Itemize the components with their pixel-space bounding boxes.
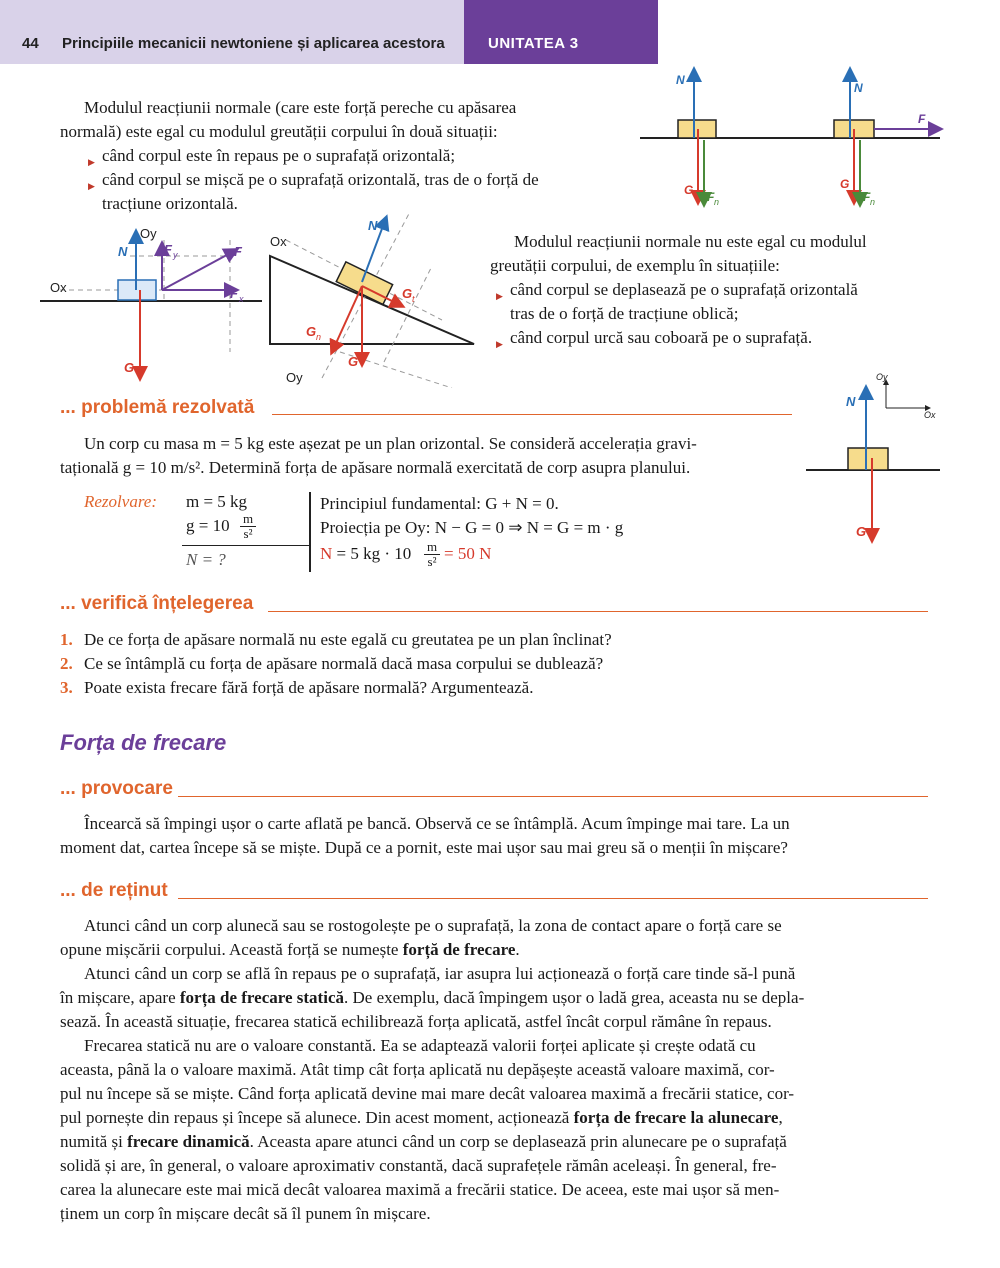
p3-line7: carea la alunecare este mai mică decât valoarea maximă a frecării statice. De aceea, este mai ușor să men- <box>60 1180 780 1199</box>
Fy-label: F <box>164 242 172 257</box>
Gn-label: G <box>306 324 317 339</box>
Fn-label: F <box>707 190 715 204</box>
p2-line2: în mișcare, apare forța de frecare statică. De exemplu, dacă împingem ușor o ladă grea, aceasta nu se depla- <box>60 988 805 1007</box>
verify-rule <box>268 611 928 612</box>
G-label: G <box>856 524 867 539</box>
given-rule <box>182 545 310 546</box>
p3-line1: Frecarea statică nu are o valoare constantă. Ea se adaptează valorii forței aplicate și crește odată cu <box>84 1036 756 1055</box>
horizontal-force-diagrams <box>636 64 956 214</box>
challenge-line1: Încearcă să împingi ușor o carte aflată pe bancă. Observă ce se întâmplă. Acum împinge mai tare. La un <box>84 814 790 833</box>
verify-heading: ... verifică înțelegerea <box>60 593 254 614</box>
right-line2: greutății corpului, de exemplu în situațiile: <box>490 256 780 275</box>
question-number: 3. <box>60 678 73 697</box>
F-label: F <box>234 244 242 259</box>
chapter-title: Principiile mecanicii newtoniene și aplicarea acestora <box>62 35 445 52</box>
Ox-label: Ox <box>50 280 67 295</box>
challenge-line2: moment dat, cartea începe să se miște. După ce a pornit, este mai ușor sau mai greu să o menții în mișcare? <box>60 838 788 857</box>
p3-line8: ținem un corp în mișcare decât să îl punem în mișcare. <box>60 1204 431 1223</box>
intro-bullet1: ▶ când corpul este în repaus pe o suprafață orizontală; <box>102 144 455 168</box>
problem-rule <box>272 414 792 415</box>
problem-statement-2: tațională g = 10 m/s². Determină forța de apăsare normală exercitată de corp asupra planului. <box>60 458 691 477</box>
term-friction: forță de frecare <box>402 940 516 959</box>
Fn-sub: n <box>714 197 720 207</box>
Ox-label: Ox <box>924 410 936 420</box>
p1-line1: Atunci când un corp alunecă sau se rostogolește pe o suprafață, la zona de contact apare o forță care se <box>84 916 782 935</box>
challenge-heading: ... provocare <box>60 778 173 799</box>
term-dynamic-friction: frecare dinamică <box>127 1132 250 1151</box>
question-text: Ce se întâmplă cu forța de apăsare normală dacă masa corpului se dublează? <box>84 654 604 673</box>
unit-numerator: m <box>426 539 438 554</box>
header-bar <box>0 0 464 64</box>
question-text: De ce forța de apăsare normală nu este egală cu greutatea pe un plan înclinat? <box>84 630 612 649</box>
Gt-sub: t <box>412 294 415 304</box>
right-bullet1-cont: tras de o forță de tracțiune oblică; <box>510 304 739 323</box>
step-2: Proiecția pe Oy: N − G = 0 ⇒ N = G = m · g <box>320 518 624 537</box>
Fx-label: F <box>230 286 238 301</box>
challenge-rule <box>178 796 928 797</box>
question-text: Poate exista frecare fără forță de apăsare normală? Argumentează. <box>84 678 534 697</box>
Fn-label: F <box>863 190 871 204</box>
result-N: N <box>320 544 333 563</box>
rezolvare-label: Rezolvare: <box>84 492 158 511</box>
step-1: Principiul fundamental: G + N = 0. <box>320 494 559 513</box>
step-result <box>320 542 411 566</box>
p3-line3: pul nu începe să se miște. Când forța aplicată devine mai mare decât valoarea maximă a frecării statice, cor- <box>60 1084 795 1103</box>
unit-fraction <box>240 512 256 541</box>
Gn-sub: n <box>316 332 322 342</box>
N-label: N <box>854 81 863 95</box>
inclined-plane-diagram <box>262 212 484 388</box>
p3-line4: pul pornește din repaus și începe să alunece. Din acest moment, acționează forța de frecare la alunecare, <box>60 1108 783 1127</box>
Ox-label: Ox <box>270 234 287 249</box>
given-g: g = 10 <box>186 516 230 535</box>
unit-numerator: m <box>242 511 254 526</box>
given-mass: m = 5 kg <box>186 492 248 511</box>
page-number: 44 <box>22 35 39 52</box>
intro-bullet2: ▶ când corpul se mișcă pe o suprafață orizontală, tras de o forță de <box>102 168 539 192</box>
right-line1: Modulul reacțiunii normale nu este egal cu modulul <box>514 232 867 251</box>
result-unit-fraction <box>424 540 440 569</box>
intro-bullet2-cont: tracțiune orizontală. <box>102 194 238 213</box>
p3-line5: numită și frecare dinamică. Aceasta apare atunci când un corp se deplasează prin alunecare pe o suprafață <box>60 1132 787 1151</box>
Oy-label: Oy <box>140 226 157 241</box>
right-bullet2: ▶ când corpul urcă sau coboară pe o suprafață. <box>510 326 812 350</box>
p3-line6: solidă și are, în general, o valoare aproximativ constantă, dacă suprafețele rămân aceleași. În general, fre- <box>60 1156 777 1175</box>
N-label: N <box>846 394 856 409</box>
oblique-force-diagram <box>40 222 270 382</box>
question-number: 2. <box>60 654 73 673</box>
unit-denominator: s² <box>424 554 440 569</box>
unit-tab <box>464 0 658 64</box>
term-sliding-friction: forța de frecare la alunecare <box>573 1108 779 1127</box>
problem-diagram <box>800 370 950 546</box>
remember-rule <box>178 898 928 899</box>
result-mid: = 5 kg · 10 <box>332 544 412 563</box>
problem-statement-1: Un corp cu masa m = 5 kg este așezat pe un plan orizontal. Se consideră accelerația gravi- <box>84 434 697 453</box>
intro-line2: normală) este egal cu modulul greutății corpului în două situații: <box>60 122 498 141</box>
right-bullet1: ▶ când corpul se deplasează pe o suprafață orizontală <box>510 278 858 302</box>
unknown: N = ? <box>186 550 226 569</box>
G-label: G <box>684 183 694 197</box>
Gt-label: G <box>402 286 413 301</box>
problem-heading: ... problemă rezolvată <box>60 397 255 418</box>
Fy-sub: y <box>173 250 178 260</box>
G-label: G <box>124 360 135 375</box>
Fx-sub: x <box>239 294 244 304</box>
Fn-sub: n <box>870 197 876 207</box>
Oy-label: Oy <box>286 370 303 385</box>
term-static-friction: forța de frecare statică <box>179 988 344 1007</box>
section-title: Forța de frecare <box>60 730 227 755</box>
solution-divider <box>309 492 311 572</box>
p2-line1: Atunci când un corp se află în repaus pe o suprafață, iar asupra lui acționează o forță care tinde să-l pună <box>84 964 796 983</box>
N-label: N <box>368 218 378 233</box>
N-label: N <box>118 244 128 259</box>
remember-heading: ... de reținut <box>60 880 168 901</box>
question-number: 1. <box>60 630 73 649</box>
G-label: G <box>840 177 850 191</box>
p2-line3: sează. În această situație, frecarea statică echilibrează forța aplicată, astfel încât corpul rămâne în repaus. <box>60 1012 772 1031</box>
F-label: F <box>918 112 926 126</box>
p3-line2: aceasta, până la o valoare maximă. Atât timp cât forța aplicată nu depășește această valoare maximă, cor- <box>60 1060 775 1079</box>
Oy-label: Oy <box>876 372 888 382</box>
unit-denominator: s² <box>240 526 256 541</box>
intro-line1: Modulul reacțiunii normale (care este forță pereche cu apăsarea <box>84 98 517 117</box>
N-label: N <box>676 73 685 87</box>
block <box>848 448 888 470</box>
result-value: = 50 N <box>444 544 492 563</box>
Gn-arrow <box>332 286 362 352</box>
p1-line2: opune mișcării corpului. Această forță se numește forță de frecare. <box>60 940 520 959</box>
G-label: G <box>348 354 359 369</box>
unit-label: UNITATEA 3 <box>488 35 579 52</box>
